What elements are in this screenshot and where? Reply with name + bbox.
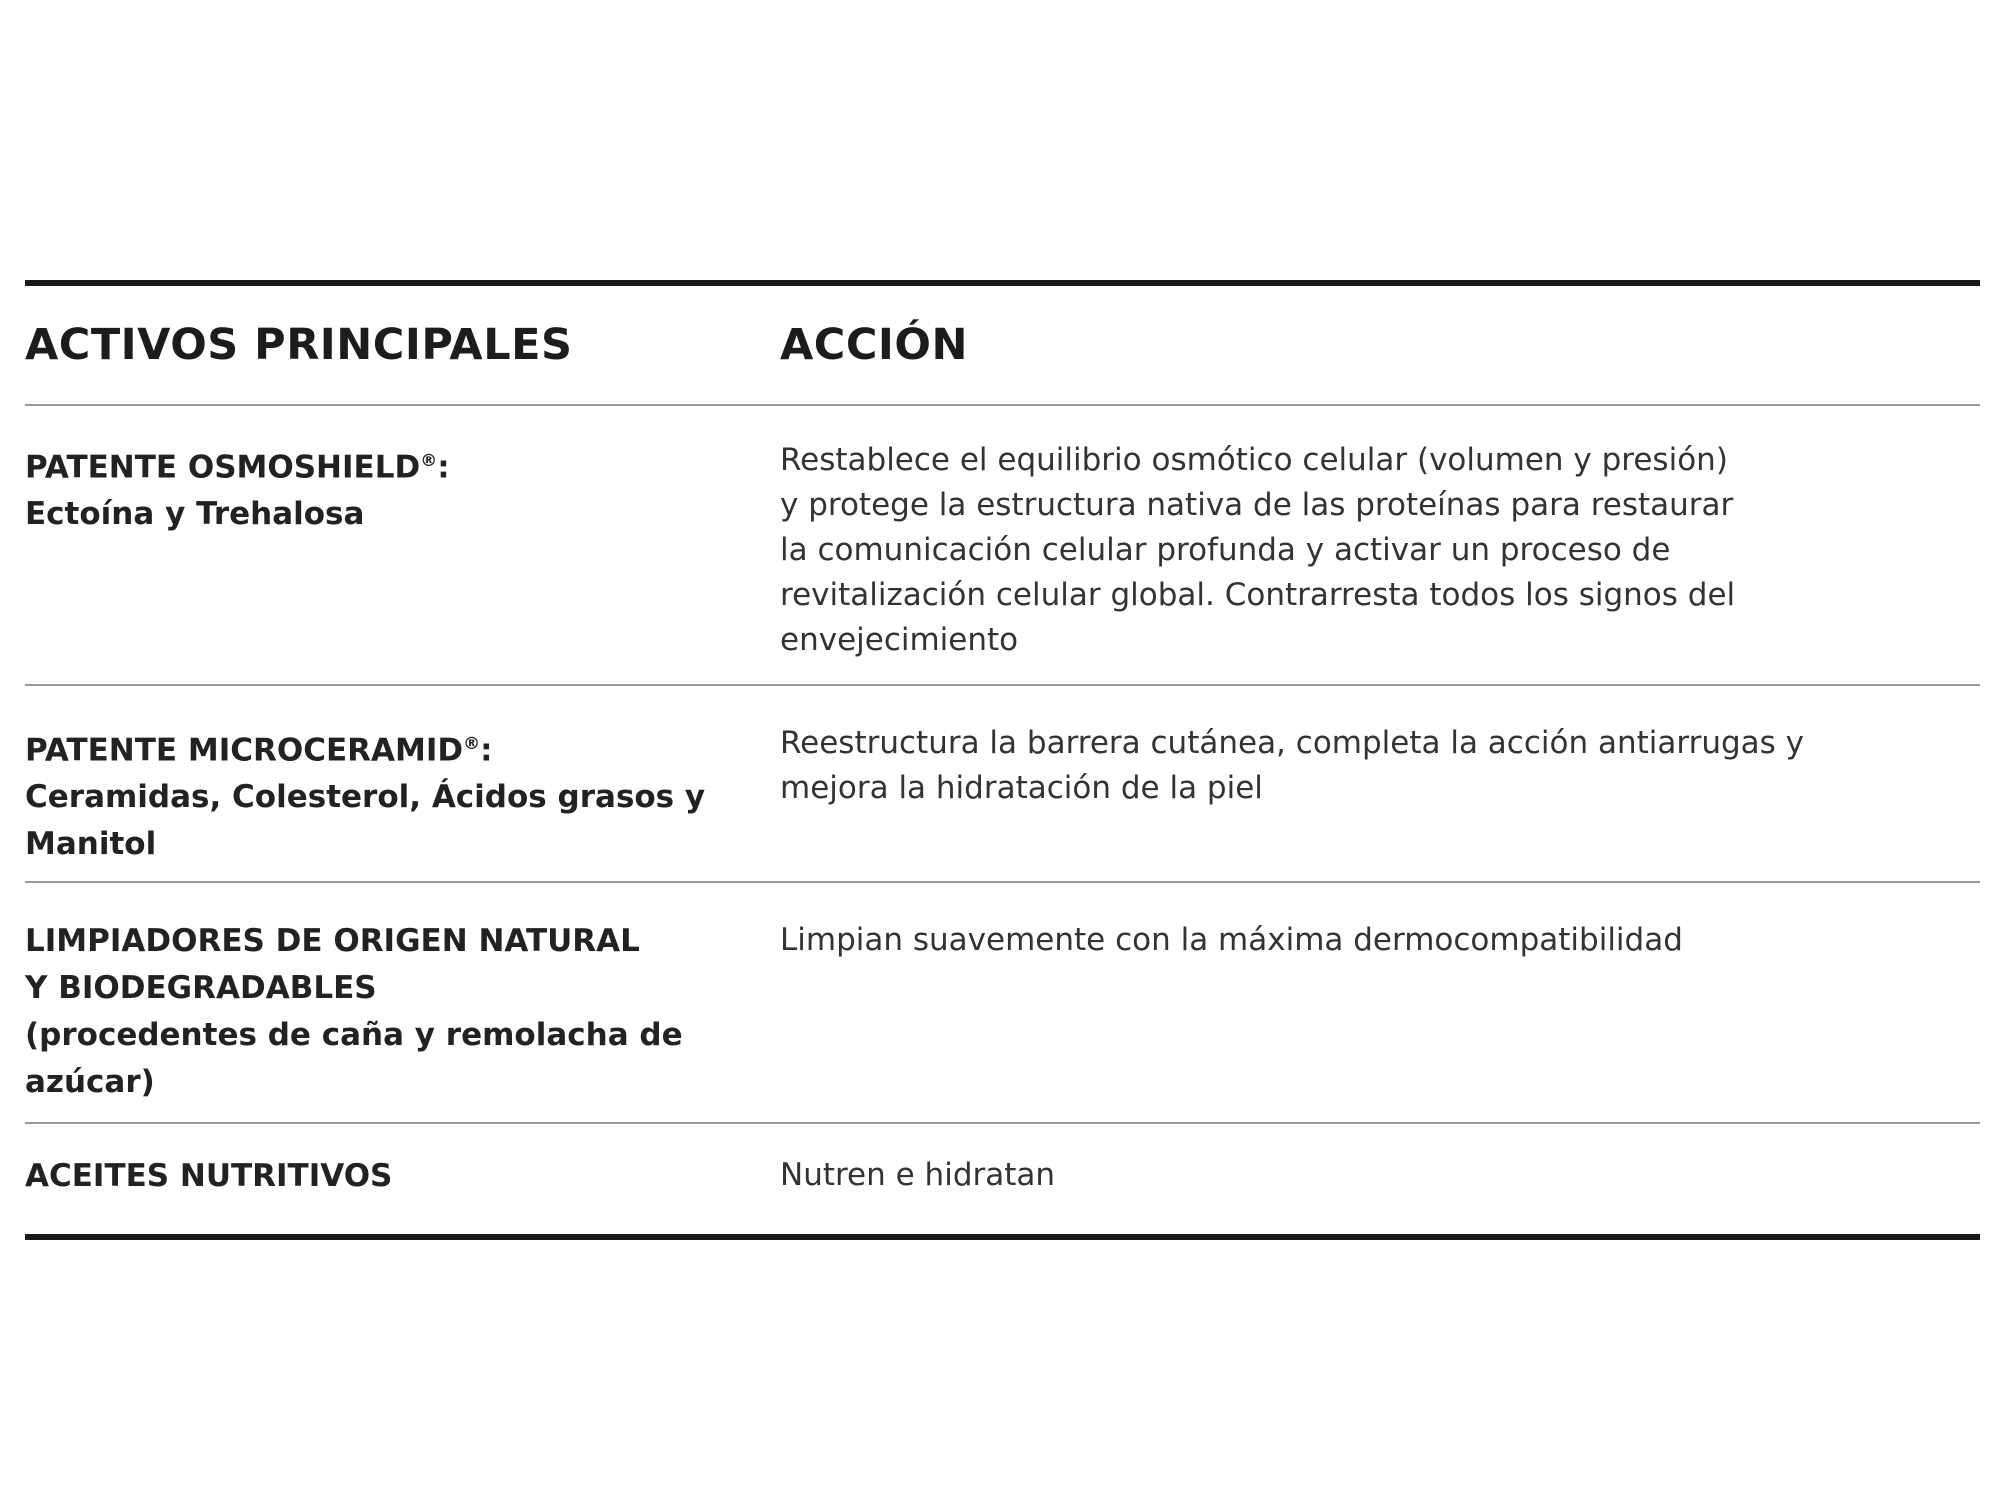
registered-mark: ® [463,734,481,754]
table-row [25,686,1980,883]
active-name [25,721,780,881]
header-actives: ACTIVOS PRINCIPALES [25,320,573,370]
action-description: Limpian suavemente con la máxima dermocompatibilidad [780,922,1683,958]
registered-mark: ® [420,451,438,471]
table-row [25,1124,1980,1234]
active-name-colon: : [480,732,493,769]
active-name [25,438,780,684]
actives-table [25,280,1980,1240]
table-row [25,883,1980,1124]
action-description: Reestructura la barrera cutánea, completa la acción antiarrugas y mejora la hidratación de la piel [780,725,1804,806]
action-description: Nutren e hidratan [780,1157,1056,1193]
active-name-detail: Ceramidas, Colesterol, Ácidos grasos y Manitol [25,779,706,863]
active-name-title: PATENTE MICROCERAMID [25,732,464,769]
active-name: LIMPIADORES DE ORIGEN NATURAL Y BIODEGRADABLES (procedentes de caña y remolacha de azúcar) [25,923,683,1100]
active-name-colon: : [437,449,450,486]
active-name-detail: Ectoína y Trehalosa [25,496,365,533]
table-header-row [25,286,1980,406]
action-description: Restablece el equilibrio osmótico celular (volumen y presión) y protege la estructura nativa de las proteínas para restaurar la comunicación celular profunda y activar un proceso de revitalización celular global. Contrarresta todos los signos del envejecimiento [780,442,1736,658]
header-action: ACCIÓN [780,320,968,370]
active-name-title: PATENTE OSMOSHIELD [25,449,421,486]
active-name: ACEITES NUTRITIVOS [25,1158,393,1194]
table-row [25,406,1980,686]
